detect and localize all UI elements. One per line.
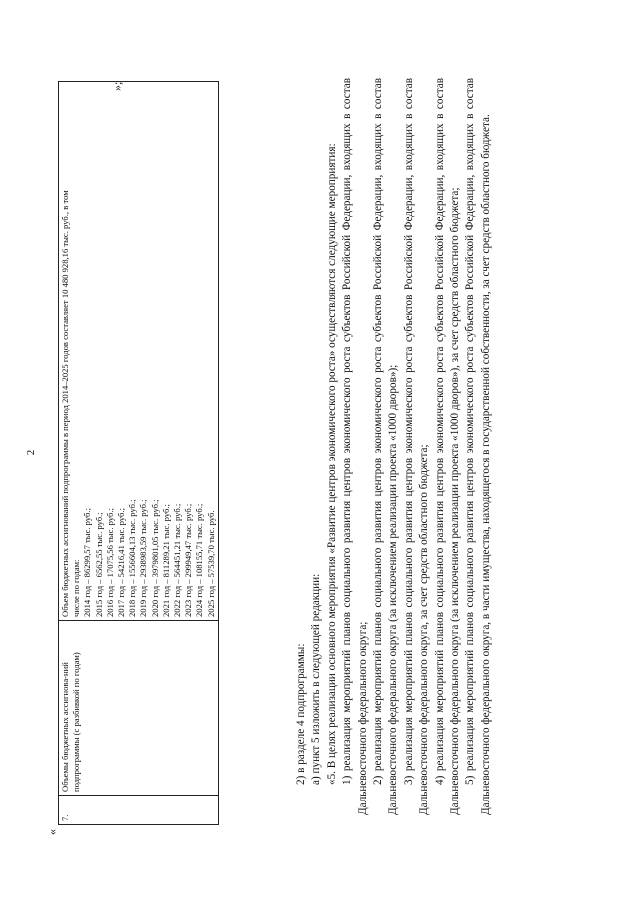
closing-quote: »; bbox=[110, 81, 124, 91]
content-line: 2021 год – 811289,21 тыс. руб.; bbox=[160, 504, 171, 617]
content-line: 2024 год – 108155,71 тыс. руб.; bbox=[194, 503, 205, 617]
content-line: 2014 год – 86299,57 тыс. руб.; bbox=[82, 508, 93, 617]
body-text bbox=[294, 78, 494, 815]
paragraph: 4) реализация мероприятий планов социального развития центров экономического роста субъектов Российской Федерации, входящих в состав Дальневосточного федерального округа (за исключением реализации проекта «1000 дворов»), за счет средств областного бюджета; bbox=[433, 78, 462, 815]
paragraph: 5) реализация мероприятий планов социального развития центров экономического роста субъектов Российской Федерации, входящих в состав Дальневосточного федерального округа, в части имущества, находящегося в государственной собственности, за счет средств областного бюджета. bbox=[464, 78, 492, 815]
content-line: 2019 год – 2938983,59 тыс. руб.; bbox=[138, 499, 149, 617]
paragraph: а) пункт 5 изложить в следующей редакции: bbox=[310, 573, 323, 785]
content-line: 2016 год – 17075,56 тыс. руб.; bbox=[104, 508, 115, 617]
opening-quote: « bbox=[45, 829, 59, 835]
content-line: 2022 год – 564451,21 тыс. руб.; bbox=[172, 503, 183, 617]
content-line: 2023 год – 299949,47 тыс. руб.; bbox=[183, 503, 194, 617]
row-number: 7. bbox=[59, 796, 219, 825]
row-label: Объемы бюджетных ассигнова-ний подпрограммы (с разбивкой по годам) bbox=[59, 621, 219, 796]
paragraph: 2) в разделе 4 подпрограммы: bbox=[295, 643, 307, 785]
budget-table bbox=[58, 81, 219, 825]
paragraph: 1) реализация мероприятий планов социального развития центров экономического роста субъектов Российской Федерации, входящих в состав Дальневосточного федерального округа; bbox=[341, 78, 369, 815]
paragraph: «5. В целях реализации основного мероприятия «Развитие центров экономического роста» осуществляются следующие мероприятия: bbox=[325, 143, 338, 785]
content-line: 2020 год – 3979801,05 тыс. руб.; bbox=[149, 499, 160, 617]
paragraph: 2) реализация мероприятий планов социального развития центров экономического роста субъектов Российской Федерации, входящих в состав Дальневосточного федерального округа (за исключением реализации проекта «1000 дворов»); bbox=[372, 78, 400, 815]
row-content bbox=[59, 82, 219, 621]
content-line: 2018 год – 1556604,13 тыс. руб.; bbox=[127, 499, 138, 617]
page-number: 2 bbox=[25, 449, 37, 456]
content-line: 2015 год – 6562,55 тыс. руб.; bbox=[93, 512, 104, 617]
table-row bbox=[59, 82, 219, 825]
content-line: 2017 год – 54216,41 тыс. руб.; bbox=[116, 508, 127, 617]
content-line: 2025 год – 57539,70 тыс. руб. bbox=[205, 510, 216, 617]
content-line: Объем бюджетных ассигнований подпрограммы в период 2014–2025 годов составляет 10 480 928,16 тыс. руб., в том bbox=[60, 190, 70, 617]
content-line: числе по годам: bbox=[71, 559, 82, 617]
paragraph: 3) реализация мероприятий планов социального развития центров экономического роста субъектов Российской Федерации, входящих в состав Дальневосточного федерального округа, за счет средств областного бюджета; bbox=[402, 78, 431, 815]
